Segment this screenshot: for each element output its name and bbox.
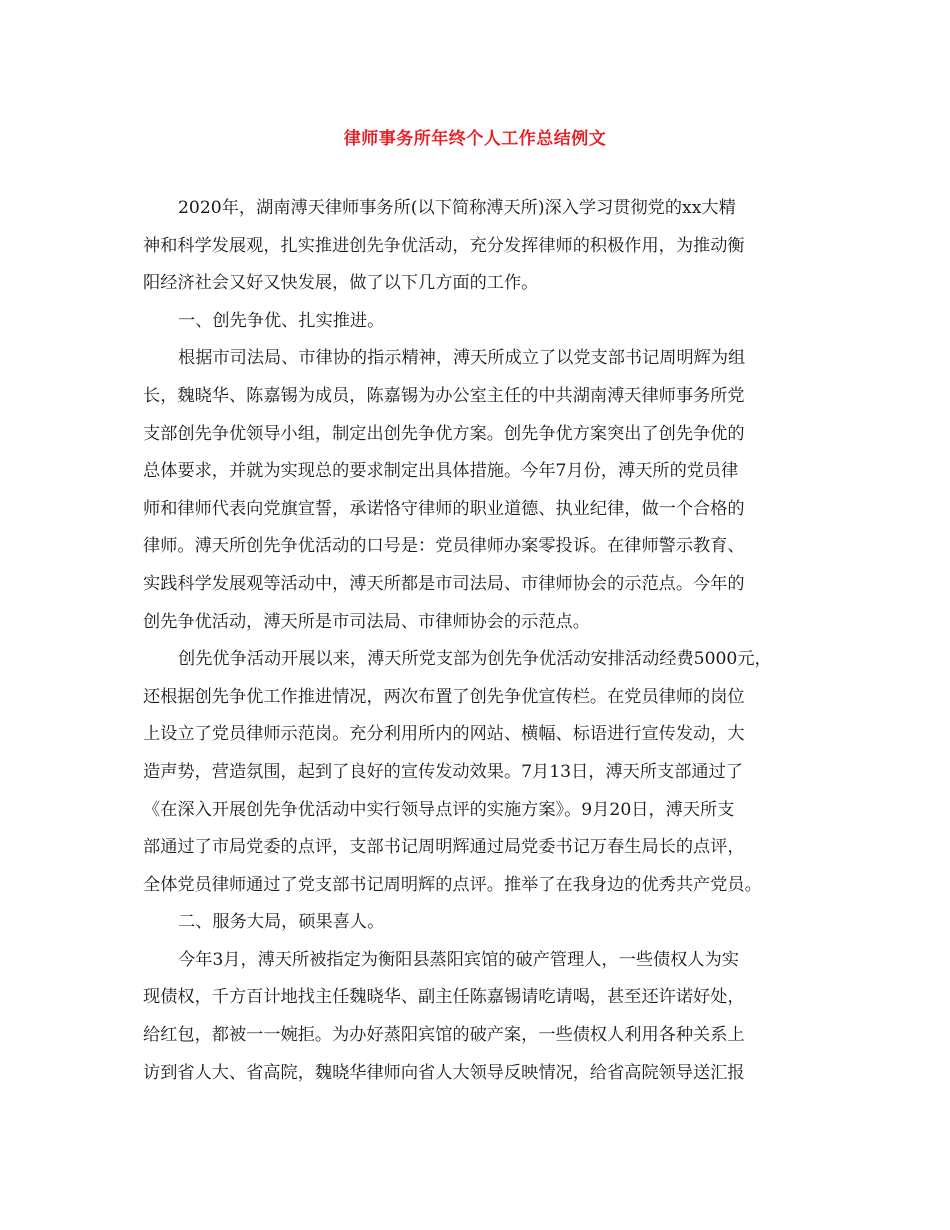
- text-line: 创先优争活动开展以来，溥天所党支部为创先争优活动安排活动经费5000元，: [178, 649, 772, 670]
- text-line: 律师。溥天所创先争优活动的口号是：党员律师办案零投诉。在律师警示教育、: [143, 536, 745, 557]
- text-line: 访到省人大、省高院，魏晓华律师向省人大领导反映情况，给省高院领导送汇报: [143, 1062, 745, 1083]
- text-line: 一、创先争优、扎实推进。: [178, 310, 385, 331]
- text-line: 阳经济社会又好又快发展，做了以下几方面的工作。: [143, 273, 539, 294]
- text-line: 全体党员律师通过了党支部书记周明辉的点评。推举了在我身边的优秀共产党员。: [143, 874, 762, 895]
- text-line: 给红包，都被一一婉拒。为办好蒸阳宾馆的破产案，一些债权人利用各种关系上: [143, 1025, 745, 1046]
- text-line: 《在深入开展创先争优活动中实行领导点评的实施方案》。9月20日，溥天所支: [143, 799, 735, 820]
- document-body: [143, 190, 813, 1092]
- text-line: 现债权，千方百计地找主任魏晓华、副主任陈嘉锡请吃请喝，甚至还许诺好处，: [143, 987, 745, 1008]
- text-line: 今年3月，溥天所被指定为衡阳县蒸阳宾馆的破产管理人，一些债权人为实: [178, 949, 739, 970]
- text-line: 长，魏晓华、陈嘉锡为成员，陈嘉锡为办公室主任的中共湖南溥天律师事务所党: [143, 385, 745, 406]
- text-line: 创先争优活动，溥天所是市司法局、市律师协会的示范点。: [143, 611, 590, 632]
- text-line: 还根据创先争优工作推进情况，两次布置了创先争优宣传栏。在党员律师的岗位: [143, 686, 745, 707]
- text-line: 部通过了市局党委的点评，支部书记周明辉通过局党委书记万春生局长的点评，: [143, 837, 745, 858]
- text-line: 造声势，营造氛围，起到了良好的宣传发动效果。7月13日，溥天所支部通过了: [143, 761, 743, 782]
- text-line: 总体要求，并就为实现总的要求制定出具体措施。今年7月份，溥天所的党员律: [143, 461, 739, 482]
- text-line: 2020年，湖南溥天律师事务所(以下简称溥天所)深入学习贯彻党的xx大精: [178, 198, 736, 218]
- text-line: 神和科学发展观，扎实推进创先争优活动，充分发挥律师的积极作用，为推动衡: [143, 235, 745, 256]
- document-title: 律师事务所年终个人工作总结例文: [343, 129, 607, 149]
- text-line: 根据市司法局、市律协的指示精神，溥天所成立了以党支部书记周明辉为组: [178, 348, 746, 369]
- text-line: 实践科学发展观等活动中，溥天所都是市司法局、市律师协会的示范点。今年的: [143, 573, 745, 594]
- text-line: 师和律师代表向党旗宣誓，承诺恪守律师的职业道德、执业纪律，做一个合格的: [143, 498, 745, 519]
- text-line: 二、服务大局，硕果喜人。: [178, 912, 385, 933]
- text-line: 支部创先争优领导小组，制定出创先争优方案。创先争优方案突出了创先争优的: [143, 423, 745, 444]
- text-line: 上设立了党员律师示范岗。充分利用所内的网站、横幅、标语进行宣传发动，大: [143, 724, 745, 745]
